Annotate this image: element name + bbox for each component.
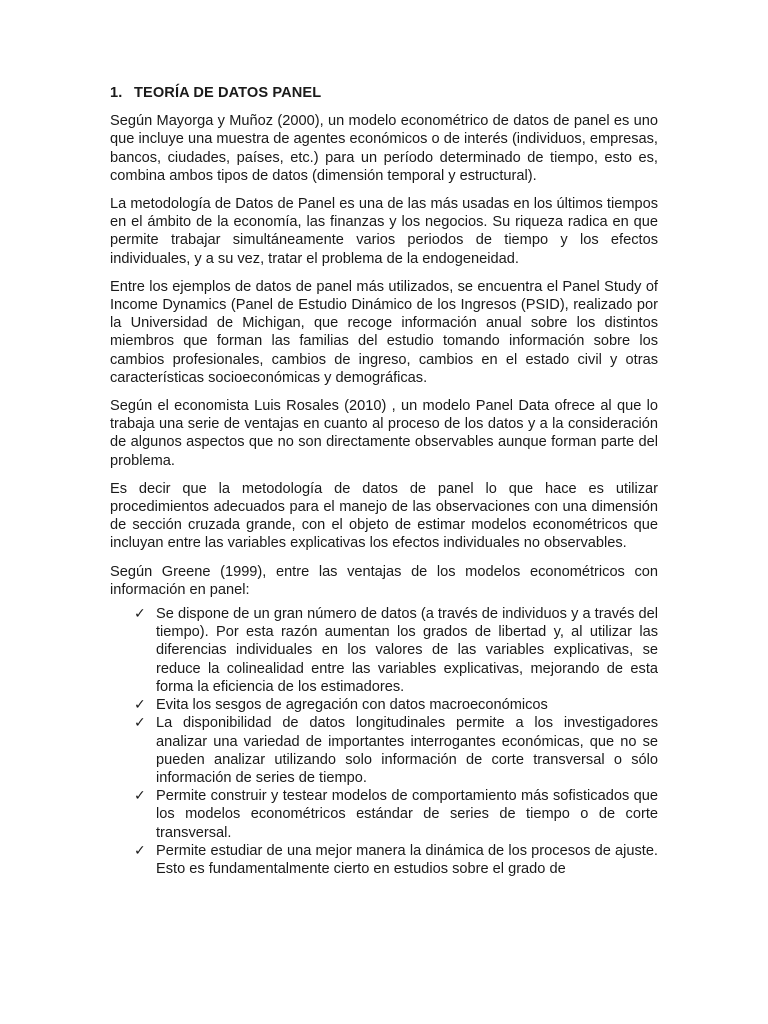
paragraph: Según Greene (1999), entre las ventajas de los modelos econométricos con información en panel: <box>110 563 658 598</box>
list-item <box>134 714 658 787</box>
section-number: 1. <box>110 85 123 101</box>
list-item-text: Evita los sesgos de agregación con datos macroeconómicos <box>156 697 548 714</box>
list-item-text: Permite estudiar de una mejor manera la dinámica de los procesos de ajuste. Esto es fundamentalmente cierto en estudios sobre el grado de <box>156 842 658 877</box>
advantages-list <box>110 605 658 878</box>
list-item-text: Permite construir y testear modelos de comportamiento más sofisticados que los modelos econométricos estándar de series de tiempo o de corte transversal. <box>156 788 658 841</box>
check-mark-icon: ✓ <box>134 715 146 732</box>
check-mark-icon: ✓ <box>134 606 146 623</box>
section-heading <box>110 84 658 102</box>
list-item-text: Se dispone de un gran número de datos (a través de individuos y a través del tiempo). Por esta razón aumentan los grados de libertad y, al utilizar las diferencias individuales en los valores de las variables explicativas, se reduce la colinealidad entre las variables explicativas, mejorando de esta forma la eficiencia de los estimadores. <box>156 606 658 695</box>
list-item <box>134 605 658 696</box>
section-title: TEORÍA DE DATOS PANEL <box>134 85 322 101</box>
paragraph: La metodología de Datos de Panel es una de las más usadas en los últimos tiempos en el ámbito de la economía, las finanzas y los negocios. Su riqueza radica en que permite trabajar simultáneamente varios periodos de tiempo y los efectos individuales, y a su vez, tratar el problema de la endogeneidad. <box>110 196 658 267</box>
check-mark-icon: ✓ <box>134 842 146 859</box>
paragraph: Según el economista Luis Rosales (2010) , un modelo Panel Data ofrece al que lo trabaja una serie de ventajas en cuanto al proceso de los datos y a la consideración de algunos aspectos que no son directamente observables aunque forman parte del problema. <box>110 398 658 469</box>
check-mark-icon: ✓ <box>134 788 146 805</box>
list-item-text: La disponibilidad de datos longitudinales permite a los investigadores analizar una variedad de importantes interrogantes económicas, que no se pueden analizar utilizando solo información de corte transversal o sólo información de series de tiempo. <box>156 715 658 786</box>
list-item <box>134 842 658 878</box>
list-item <box>134 696 658 714</box>
check-mark-icon: ✓ <box>134 697 146 714</box>
paragraph: Según Mayorga y Muñoz (2000), un modelo econométrico de datos de panel es uno que incluye una muestra de agentes económicos o de interés (individuos, empresas, bancos, ciudades, países, etc.) para un período determinado de tiempo, esto es, combina ambos tipos de datos (dimensión temporal y estructural). <box>110 113 658 184</box>
paragraph: Entre los ejemplos de datos de panel más utilizados, se encuentra el Panel Study of Income Dynamics (Panel de Estudio Dinámico de los Ingresos (PSID), realizado por la Universidad de Michigan, que recoge información anual sobre los distintos miembros que forman las familias del estudio tomando información sobre los cambios profesionales, cambios de ingreso, cambios en el estado civil y otras características socioeconómicas y demográficas. <box>110 278 658 386</box>
paragraph: Es decir que la metodología de datos de panel lo que hace es utilizar procedimientos adecuados para el manejo de las observaciones con una dimensión de sección cruzada grande, con el objeto de estimar modelos econométricos que incluyan entre las variables explicativas los efectos individuales no observables. <box>110 480 658 552</box>
document-body <box>110 84 658 878</box>
list-item <box>134 787 658 842</box>
